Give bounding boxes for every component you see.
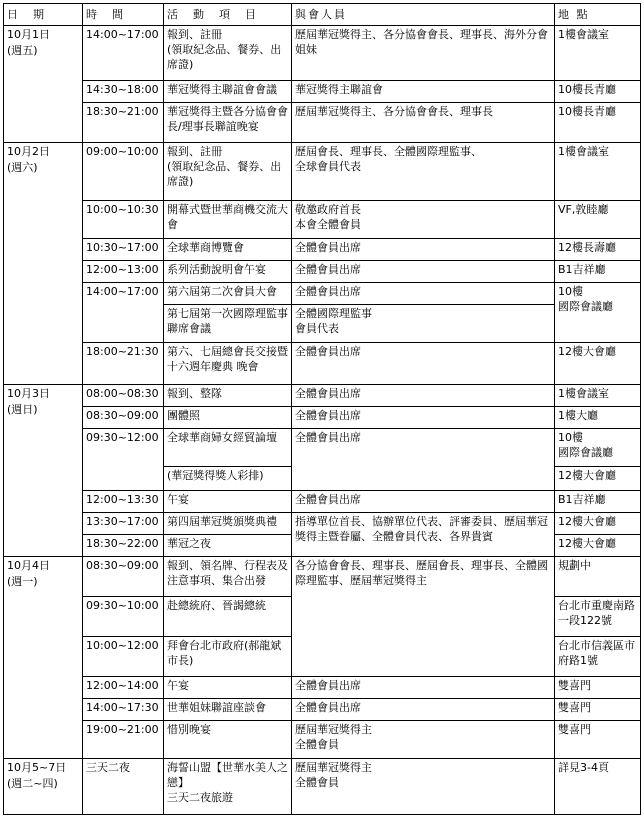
- table-row: [4, 699, 641, 721]
- time-cell: 19:00~21:00: [83, 721, 164, 759]
- attendees-cell: 歷屆華冠獎得主、各分協會會長、理事長: [292, 103, 555, 143]
- table-row: [4, 283, 641, 305]
- attendees-cell: 全體會員出席: [292, 343, 555, 385]
- table-row: [4, 385, 641, 407]
- attendees-cell: 歷屆會長、理事長、全體國際理監事、 全球會員代表: [292, 143, 555, 201]
- attendees-cell: 全體會員出席: [292, 261, 555, 283]
- header-time: 時 間: [83, 4, 164, 26]
- activity-cell: 世華姐妹聯誼座談會: [164, 699, 292, 721]
- location-cell: 台北市信義區市府路1號: [555, 637, 641, 677]
- location-cell: 雙喜門: [555, 699, 641, 721]
- table-row: [4, 201, 641, 239]
- header-location: 地 點: [555, 4, 641, 26]
- time-cell: 14:30~18:00: [83, 81, 164, 103]
- time-cell: 三天二夜: [83, 759, 164, 815]
- activity-cell: 第四屆華冠獎頒獎典禮: [164, 513, 292, 535]
- time-cell: 09:00~10:00: [83, 143, 164, 201]
- location-cell: 12樓大會廳: [555, 535, 641, 557]
- time-cell: 14:00~17:30: [83, 699, 164, 721]
- time-cell: 12:00~14:00: [83, 677, 164, 699]
- activity-cell: 華冠獎得主暨各分協會會長/理事長聯誼晚宴: [164, 103, 292, 143]
- date-cell-oct5: 10月5~7日 (週二~四): [4, 759, 83, 815]
- activity-cell: 全球華商婦女經貿論壇: [164, 429, 292, 467]
- activity-cell: 系列活動說明會午宴: [164, 261, 292, 283]
- attendees-cell: 全體國際理監事 會員代表: [292, 305, 555, 343]
- activity-cell: 開幕式暨世華商機交流大會: [164, 201, 292, 239]
- attendees-cell: 指導單位首長、協辦單位代表、評審委員、歷屆華冠獎得主暨眷屬、全體會員代表、各界貴賓: [292, 513, 555, 557]
- time-cell: 08:30~09:00: [83, 407, 164, 429]
- location-cell: 12樓長壽廳: [555, 239, 641, 261]
- header-activity: 活 動 項 目: [164, 4, 292, 26]
- time-cell: 10:00~10:30: [83, 201, 164, 239]
- table-row: [4, 429, 641, 467]
- table-row: [4, 491, 641, 513]
- attendees-cell: 全體會員出席: [292, 407, 555, 429]
- header-row: [4, 4, 641, 26]
- time-cell: 08:00~08:30: [83, 385, 164, 407]
- table-row: [4, 557, 641, 597]
- table-row: [4, 759, 641, 815]
- table-row: [4, 103, 641, 143]
- location-cell: VF,敦睦廳: [555, 201, 641, 239]
- activity-cell: 華冠獎得主聯誼會會議: [164, 81, 292, 103]
- attendees-cell: 全體會員出席: [292, 385, 555, 407]
- table-row: [4, 239, 641, 261]
- attendees-cell: 全體會員出席: [292, 239, 555, 261]
- activity-cell: 第七屆第一次國際理監事聯席會議: [164, 305, 292, 343]
- activity-cell: 報到、註冊 (領取紀念品、餐券、出席證): [164, 26, 292, 81]
- schedule-table: [3, 3, 641, 815]
- location-cell: B1吉祥廳: [555, 261, 641, 283]
- time-cell: 10:00~12:00: [83, 637, 164, 677]
- time-cell: 18:30~21:00: [83, 103, 164, 143]
- location-cell: 10樓長青廳: [555, 81, 641, 103]
- header-attendees: 與會人員: [292, 4, 555, 26]
- activity-cell: 第六、七屆總會長交接暨十六週年慶典 晚會: [164, 343, 292, 385]
- attendees-cell: 全體會員出席: [292, 699, 555, 721]
- location-cell: 詳見3-4頁: [555, 759, 641, 815]
- time-cell: 09:30~12:00: [83, 429, 164, 491]
- activity-cell: (華冠獎得獎人彩排): [164, 467, 292, 491]
- attendees-cell: 全體會員出席: [292, 429, 555, 491]
- activity-cell: 午宴: [164, 491, 292, 513]
- time-cell: 12:00~13:00: [83, 261, 164, 283]
- activity-cell: 惜別晚宴: [164, 721, 292, 759]
- location-cell: 台北市重慶南路一段122號: [555, 597, 641, 637]
- location-cell: 12樓大會廳: [555, 513, 641, 535]
- table-row: [4, 343, 641, 385]
- table-row: [4, 26, 641, 81]
- location-cell: 1樓會議室: [555, 143, 641, 201]
- table-row: [4, 261, 641, 283]
- attendees-cell: 全體會員出席: [292, 283, 555, 305]
- location-cell: 1樓會議室: [555, 26, 641, 81]
- table-row: [4, 407, 641, 429]
- time-cell: 18:00~21:30: [83, 343, 164, 385]
- attendees-cell: 歷屆華冠獎得主 全體會員: [292, 721, 555, 759]
- activity-cell: 報到、註冊 (領取紀念品、餐券、出席證): [164, 143, 292, 201]
- attendees-cell: 歷屆華冠獎得主、各分協會會長、理事長、海外分會姐妹: [292, 26, 555, 81]
- attendees-cell: 敬邀政府首長 本會全體會員: [292, 201, 555, 239]
- activity-cell: 第六屆第二次會員大會: [164, 283, 292, 305]
- location-cell: 雙喜門: [555, 677, 641, 699]
- attendees-cell: 歷屆華冠獎得主 全體會員: [292, 759, 555, 815]
- date-cell-oct3: 10月3日 (週日): [4, 385, 83, 557]
- header-date: 日 期: [4, 4, 83, 26]
- location-cell: 12樓大會廳: [555, 467, 641, 491]
- date-cell-oct2: 10月2日 (週六): [4, 143, 83, 385]
- location-cell: 1樓大廳: [555, 407, 641, 429]
- time-cell: 14:00~17:00: [83, 283, 164, 343]
- attendees-cell: 全體會員出席: [292, 677, 555, 699]
- date-cell-oct1: 10月1日 (週五): [4, 26, 83, 143]
- time-cell: 10:30~17:00: [83, 239, 164, 261]
- attendees-cell: 全體會員出席: [292, 491, 555, 513]
- activity-cell: 赴總統府、晉謁總統: [164, 597, 292, 637]
- location-cell: 1樓會議室: [555, 385, 641, 407]
- table-row: [4, 677, 641, 699]
- date-cell-oct4: 10月4日 (週一): [4, 557, 83, 759]
- location-cell: 10樓 國際會議廳: [555, 429, 641, 467]
- table-row: [4, 721, 641, 759]
- activity-cell: 報到、整隊: [164, 385, 292, 407]
- activity-cell: 拜會台北市政府(郝龍斌市長): [164, 637, 292, 677]
- activity-cell: 報到、領名牌、行程表及注意事項、集合出發: [164, 557, 292, 597]
- time-cell: 13:30~17:00: [83, 513, 164, 535]
- time-cell: 09:30~10:00: [83, 597, 164, 637]
- activity-cell: 全球華商博覽會: [164, 239, 292, 261]
- table-row: [4, 81, 641, 103]
- table-row: [4, 513, 641, 535]
- table-row: [4, 143, 641, 201]
- activity-cell: 海誓山盟【世華水美人之戀】 三天二夜旅遊: [164, 759, 292, 815]
- location-cell: B1吉祥廳: [555, 491, 641, 513]
- activity-cell: 午宴: [164, 677, 292, 699]
- time-cell: 12:00~13:30: [83, 491, 164, 513]
- activity-cell: 華冠之夜: [164, 535, 292, 557]
- location-cell: 規劃中: [555, 557, 641, 597]
- location-cell: 10樓 國際會議廳: [555, 283, 641, 343]
- time-cell: 18:30~22:00: [83, 535, 164, 557]
- location-cell: 雙喜門: [555, 721, 641, 759]
- location-cell: 10樓長青廳: [555, 103, 641, 143]
- location-cell: 12樓大會廳: [555, 343, 641, 385]
- attendees-cell: 華冠獎得主聯誼會: [292, 81, 555, 103]
- time-cell: 08:30~09:00: [83, 557, 164, 597]
- time-cell: 14:00~17:00: [83, 26, 164, 81]
- attendees-cell: 各分協會會長、理事長、歷屆會長、理事長、全體國際理監事、歷屆華冠獎得主: [292, 557, 555, 677]
- activity-cell: 團體照: [164, 407, 292, 429]
